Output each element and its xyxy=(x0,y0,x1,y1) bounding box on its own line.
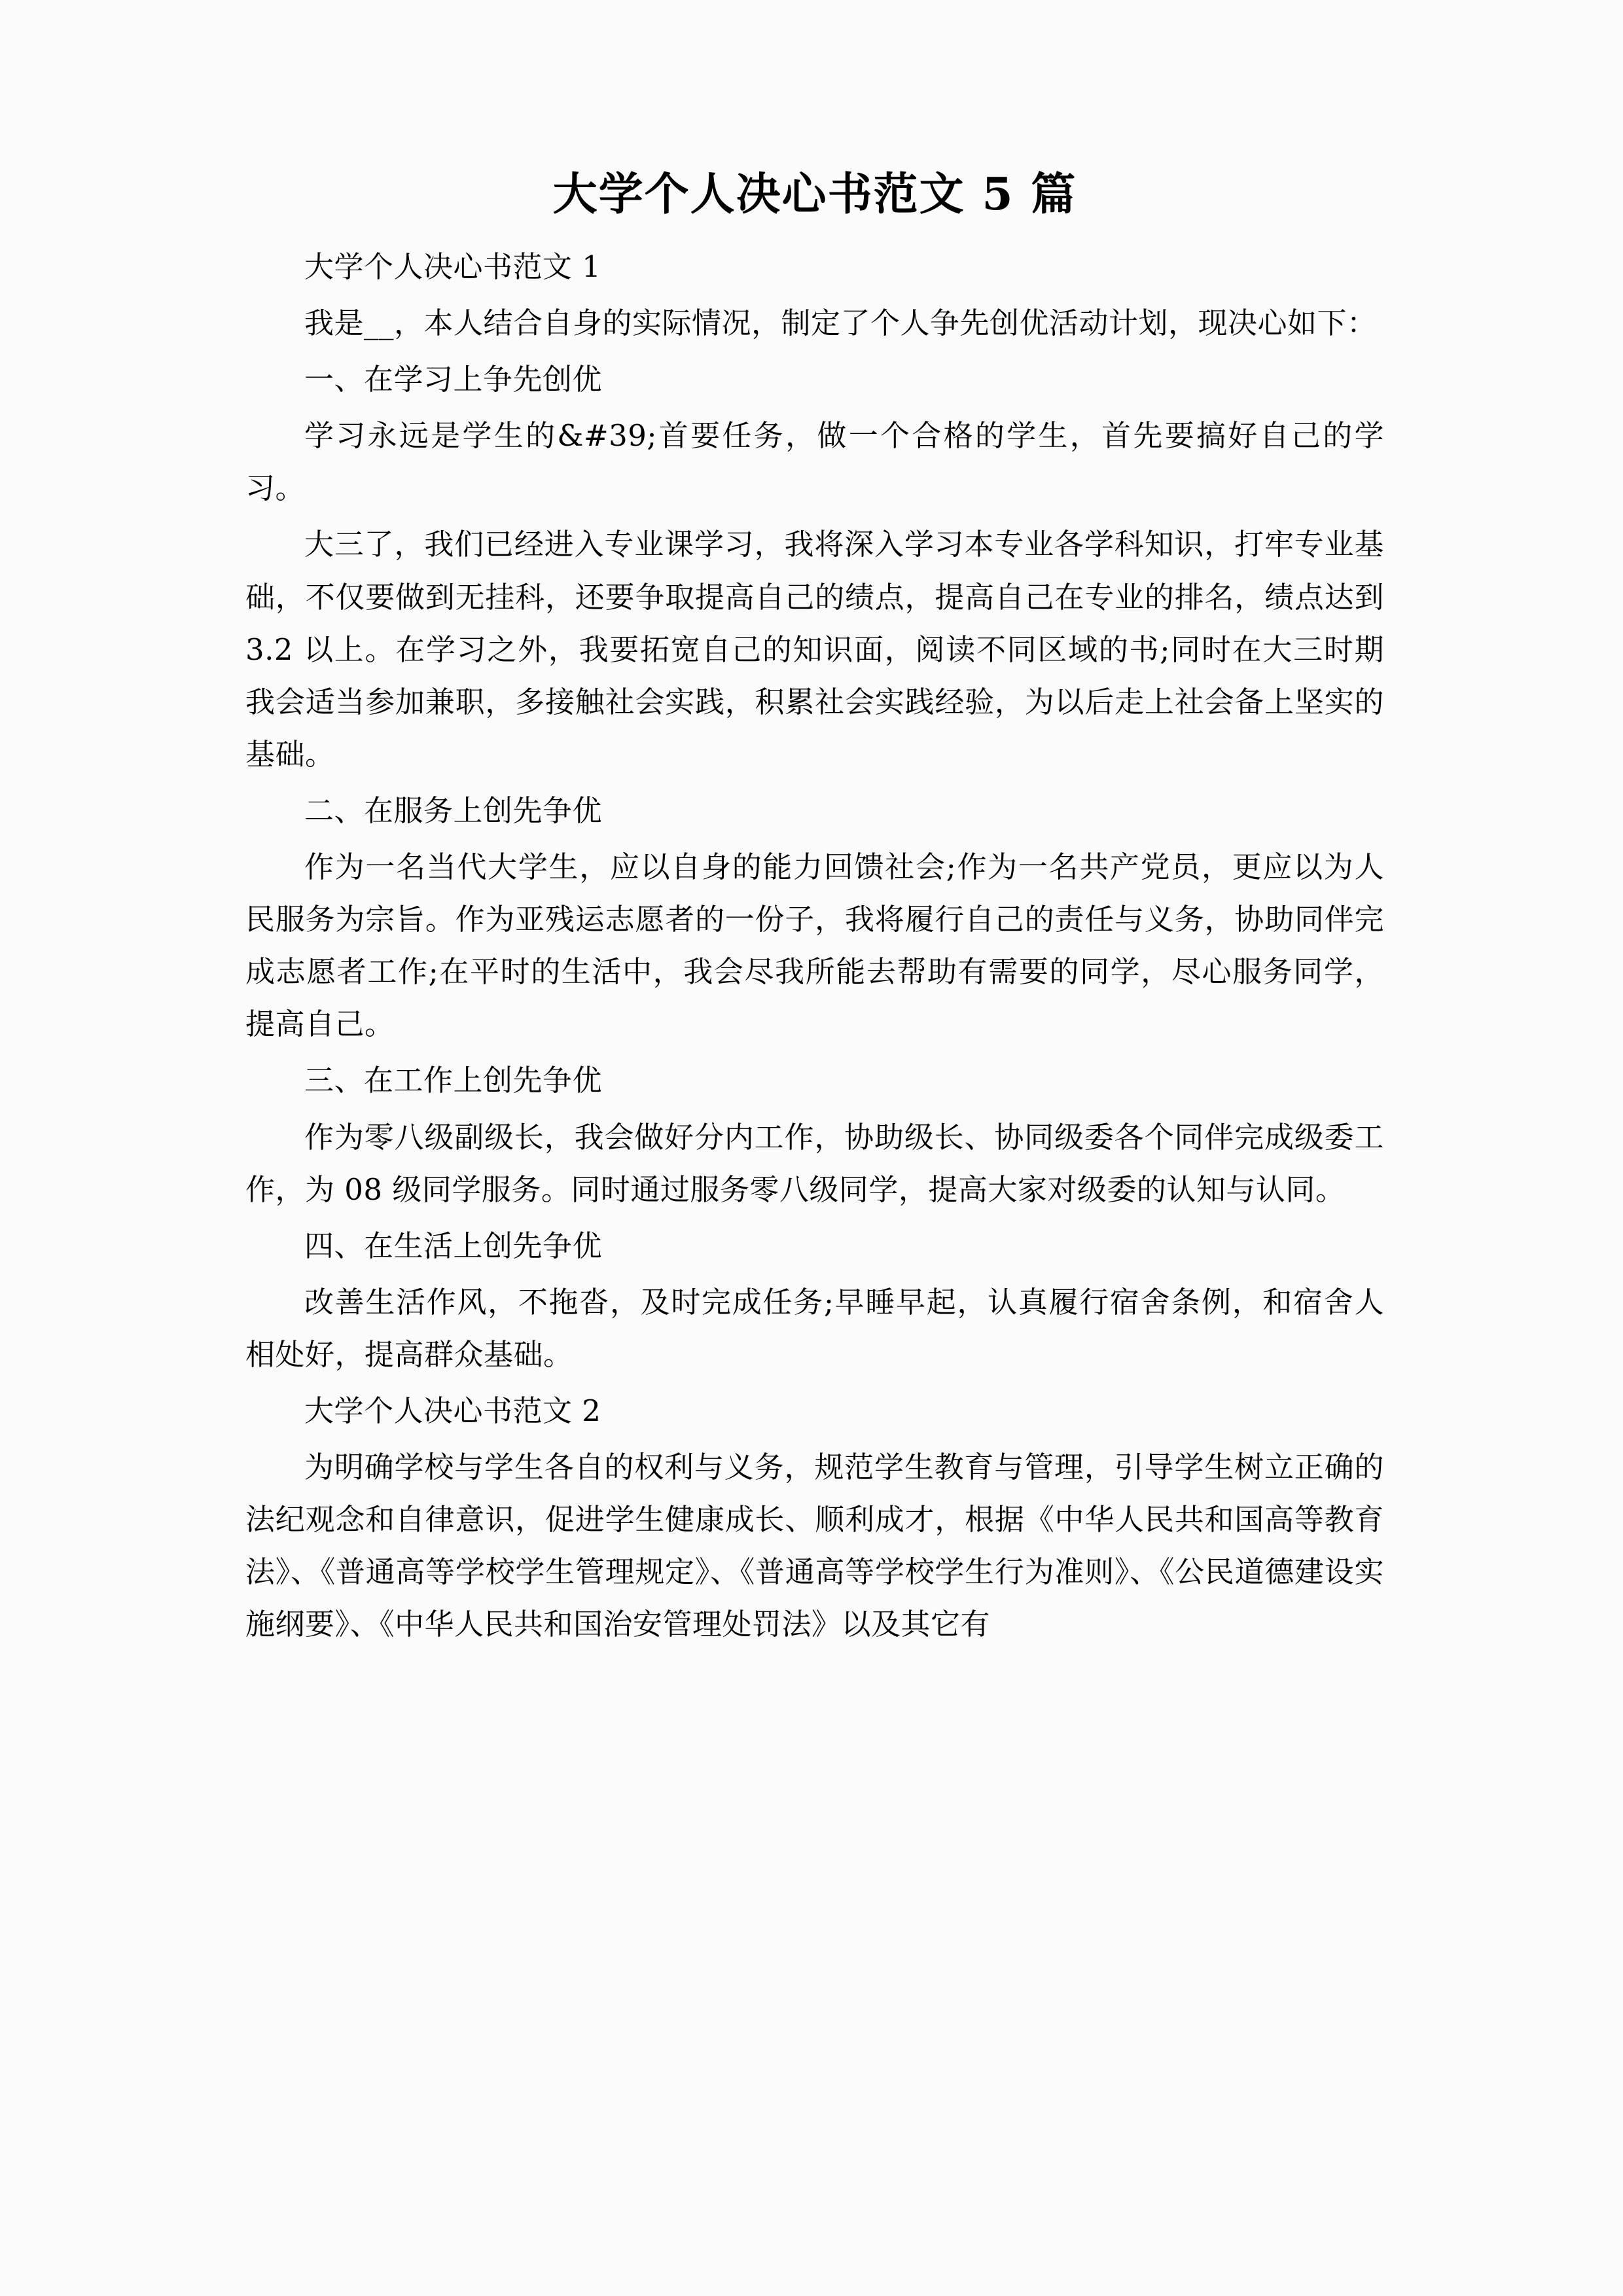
section-1-heading-study: 一、在学习上争先创优 xyxy=(304,362,603,397)
section-3-heading-work: 三、在工作上创先争优 xyxy=(304,1063,603,1098)
section-3-paragraph-1: 作为零八级副级长，我会做好分内工作，协助级长、协同级委各个同伴完成级委工作，为 08 级同学服务。同时通过服务零八级同学，提高大家对级委的认知与认同。 xyxy=(245,1119,1384,1207)
essay-2-heading: 大学个人决心书范文 2 xyxy=(304,1393,601,1428)
essay-1-heading: 大学个人决心书范文 1 xyxy=(304,249,601,284)
section-1-paragraph-1: 学习永远是学生的&#39;首要任务，做一个合格的学生，首先要搞好自己的学习。 xyxy=(245,418,1384,506)
essay-1-intro-paragraph: 我是__，本人结合自身的实际情况，制定了个人争先创优活动计划，现决心如下： xyxy=(304,306,1377,341)
page-title: 大学个人决心书范文 5 篇 xyxy=(552,168,1077,221)
section-4-paragraph-1: 改善生活作风，不拖沓，及时完成任务;早睡早起，认真履行宿舍条例，和宿舍人相处好，提高群众基础。 xyxy=(245,1284,1384,1372)
section-4-heading-life: 四、在生活上创先争优 xyxy=(304,1228,603,1263)
section-2-paragraph-1: 作为一名当代大学生，应以自身的能力回馈社会;作为一名共产党员，更应以为人民服务为宗旨。作为亚残运志愿者的一份子，我将履行自己的责任与义务，协助同伴完成志愿者工作;在平时的生活中，我会尽我所能去帮助有需要的同学，尽心服务同学，提高自己。 xyxy=(245,850,1384,1042)
document-content xyxy=(245,167,1384,1655)
essay-2-paragraph-1: 为明确学校与学生各自的权利与义务，规范学生教育与管理，引导学生树立正确的法纪观念和自律意识，促进学生健康成长、顺利成才，根据《中华人民共和国高等教育法》、《普通高等学校学生管理规定》、《普通高等学校学生行为准则》、《公民道德建设实施纲要》、《中华人民共和国治安管理处罚法》以及其它有 xyxy=(245,1450,1384,1642)
section-2-heading-service: 二、在服务上创先争优 xyxy=(304,793,603,828)
section-1-paragraph-2: 大三了，我们已经进入专业课学习，我将深入学习本专业各学科知识，打牢专业基础，不仅要做到无挂科，还要争取提高自己的绩点，提高自己在专业的排名，绩点达到 3.2 以上。在学习之外，我要拓宽自己的知识面，阅读不同区域的书;同时在大三时期我会适当参加兼职，多接触社会实践，积累社会实践经验，为以后走上社会备上坚实的基础。 xyxy=(245,527,1384,772)
